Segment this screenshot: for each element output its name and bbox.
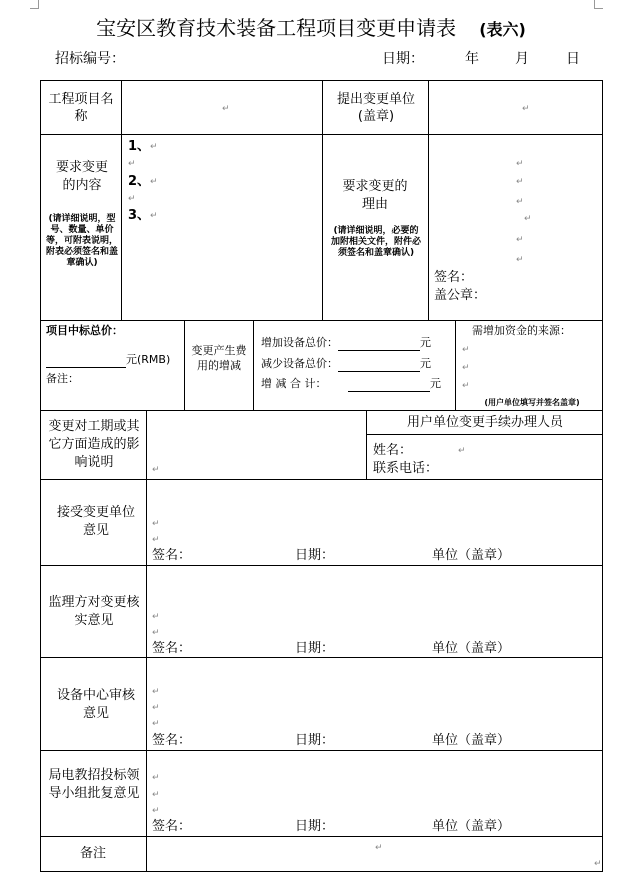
- day-label: 日: [566, 51, 580, 67]
- impact-label: 变更对工期或其它方面造成的影响说明: [48, 419, 140, 470]
- opinion-unit-center: 单位（盖章）: [432, 733, 511, 748]
- cost-remark-label: 备注：: [46, 372, 79, 385]
- fund-note: (用户单位填写并签名盖章): [484, 398, 580, 407]
- opinion-label-supervisor: 监理方对变更核实意见: [48, 595, 140, 628]
- reason-note: (请详细说明，必要的加附相关文件，附件必须签名和盖章确认): [330, 226, 421, 258]
- seal-label: 盖公章：: [434, 288, 487, 303]
- date-label: 日期：: [382, 51, 424, 67]
- net-input[interactable]: [348, 379, 430, 392]
- content-label: 要求变更的内容: [55, 160, 108, 193]
- handler-phone-label: 联系电话：: [373, 461, 439, 476]
- decrease-input[interactable]: [338, 359, 420, 372]
- total-price-field[interactable]: [46, 352, 170, 368]
- increase-label: 增加设备总价：: [261, 336, 338, 349]
- decrease-label: 减少设备总价：: [261, 357, 338, 370]
- opinion-date-supervisor: 日期：: [295, 641, 335, 656]
- opinion-sign-bureau: 签名：: [152, 819, 192, 834]
- increase-unit: 元: [420, 336, 431, 349]
- page-title: [0, 12, 622, 41]
- opinion-date-accept: 日期：: [295, 548, 335, 563]
- opinion-unit-bureau: 单位（盖章）: [432, 819, 511, 834]
- opinion-unit-accept: 单位（盖章）: [432, 548, 511, 563]
- increase-row: [261, 335, 431, 351]
- change-cost-label: 变更产生费用的增减: [191, 344, 247, 372]
- decrease-row: [261, 356, 431, 372]
- content-note: (请详细说明，型号、数量、单价等，可附表说明，附表必须签名和盖章确认): [45, 214, 118, 268]
- opinion-sign-center: 签名：: [152, 733, 192, 748]
- opinion-unit-supervisor: 单位（盖章）: [432, 641, 511, 656]
- content-item-1[interactable]: 1、: [128, 139, 151, 154]
- total-price-label: 项目中标总价：: [46, 324, 123, 337]
- month-label: 月: [515, 51, 529, 67]
- crop-mark-left: [30, 0, 39, 9]
- handler-title: 用户单位变更手续办理人员: [406, 415, 563, 430]
- proposer-label: 提出变更单位(盖章): [336, 92, 415, 124]
- opinion-label-center: 设备中心审核意见: [56, 688, 135, 721]
- opinion-label-accept: 接受变更单位意见: [56, 505, 135, 538]
- opinion-sign-supervisor: 签名：: [152, 641, 192, 656]
- opinion-date-center: 日期：: [295, 733, 335, 748]
- net-label: 增 减 合 计：: [261, 377, 327, 390]
- increase-input[interactable]: [338, 338, 420, 351]
- handler-name-label: 姓名：: [373, 443, 413, 458]
- net-row: [261, 376, 441, 392]
- opinion-sign-accept: 签名：: [152, 548, 192, 563]
- net-unit: 元: [430, 377, 441, 390]
- project-name-value[interactable]: ↵: [222, 104, 230, 114]
- opinion-date-bureau: 日期：: [295, 819, 335, 834]
- remark-value[interactable]: ↵: [375, 843, 383, 853]
- fund-source-label: 需增加资金的来源：: [472, 324, 571, 337]
- reason-label: 要求变更的理由: [342, 179, 408, 212]
- rmb-unit: 元(RMB): [126, 353, 171, 366]
- content-item-3[interactable]: 3、: [128, 208, 151, 223]
- title-suffix: (表六): [479, 20, 526, 39]
- opinion-label-bureau: 局电教招投标领导小组批复意见: [48, 768, 140, 801]
- remark-label: 备注: [79, 846, 106, 861]
- sign-label: 签名：: [434, 270, 474, 285]
- crop-mark-right: [594, 0, 603, 9]
- year-label: 年: [465, 51, 479, 67]
- title-main: 宝安区教育技术装备工程项目变更申请表: [96, 16, 457, 40]
- project-name-label: 工程项目名称: [48, 92, 114, 124]
- proposer-value[interactable]: ↵: [522, 104, 530, 114]
- content-item-2[interactable]: 2、: [128, 174, 151, 189]
- bid-number-label: 招标编号：: [55, 51, 125, 67]
- decrease-unit: 元: [420, 357, 431, 370]
